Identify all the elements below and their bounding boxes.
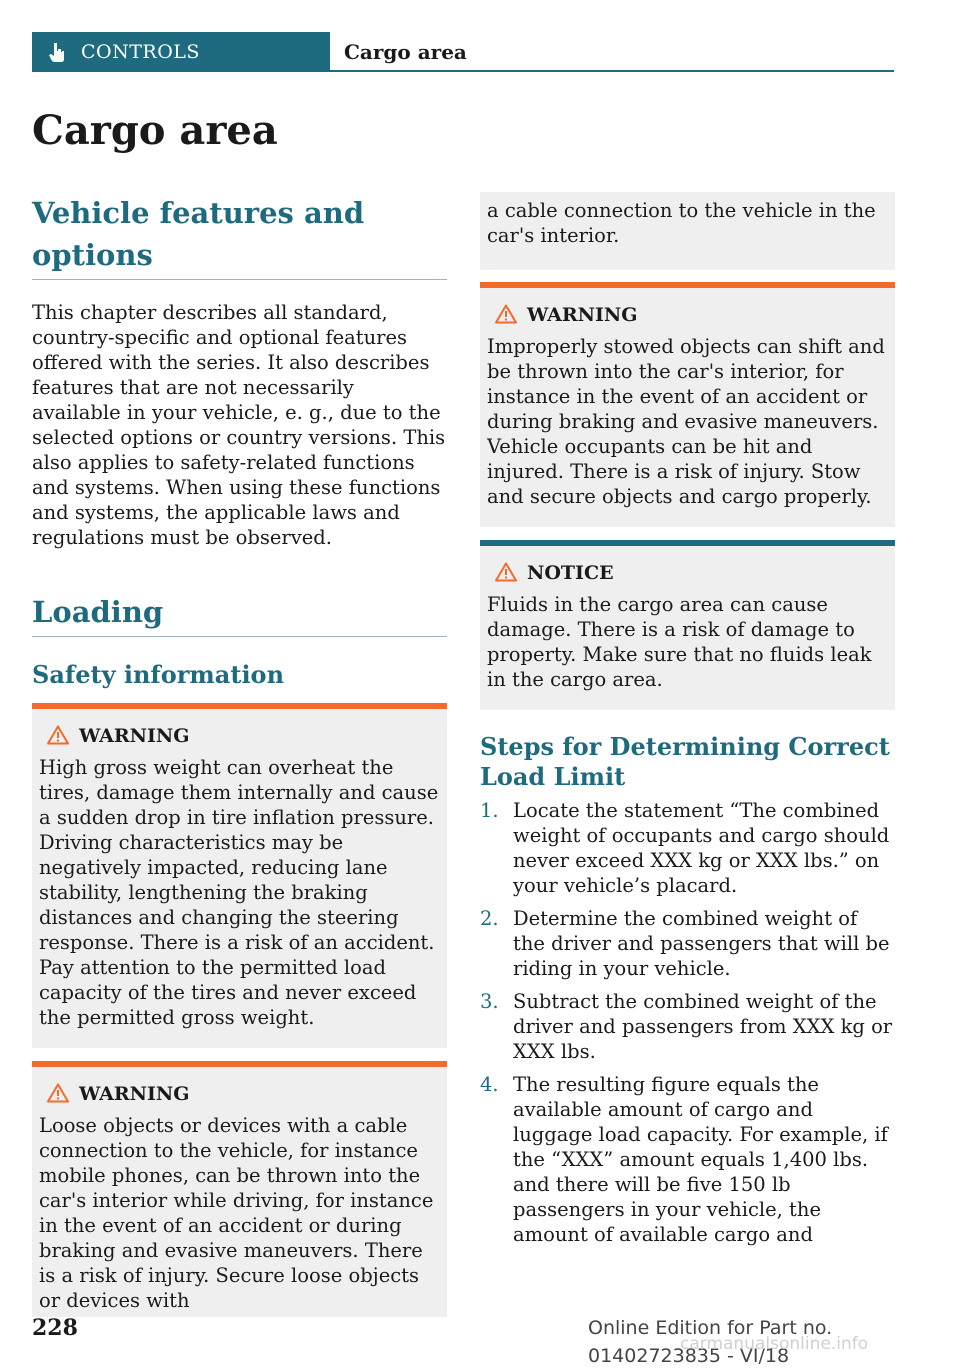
notice-box [480, 540, 895, 710]
page-title: Cargo area [32, 107, 278, 154]
heading-rule [32, 636, 447, 637]
header-rule [330, 70, 894, 72]
warning-continued-text: a cable connection to the vehicle in the car's interior. [487, 199, 876, 247]
notice-text: Fluids in the cargo area can cause damage. There is a risk of damage to property. Make sure that no fluids leak in the cargo area. [487, 593, 872, 691]
steps-heading: Steps for Determining Correct Load Limit [480, 732, 890, 791]
warning-triangle-icon [47, 1083, 69, 1103]
left-column [32, 192, 447, 1317]
warning-triangle-icon [495, 304, 517, 324]
notice-label: NOTICE [527, 562, 614, 584]
vehicle-features-text: This chapter describes all standard, country-specific and optional features offered with the series. It also describes features that are not necessarily available in your vehicle, e. g., due to the selected options or country versions. This also applies to safety-related functions and systems. When using these functions and systems, the applicable laws and regulations must be observed. [32, 301, 446, 549]
step-text: Determine the combined weight of the driver and passengers that will be riding in your vehicle. [513, 907, 890, 980]
warning-text: Improperly stowed objects can shift and be thrown into the car's interior, for instance in the event of an accident or during braking and evasive maneuvers. Vehicle occupants can be hit and injured. There is a risk of injury. Stow and secure objects and cargo properly. [487, 335, 885, 508]
warning-header [487, 304, 888, 330]
step-number: 4. [480, 1073, 499, 1096]
step-number: 1. [480, 799, 499, 822]
vehicle-features-heading: Vehicle features and options [32, 196, 365, 272]
warning-header [39, 725, 440, 751]
header-page-title: Cargo area [344, 40, 467, 64]
heading-rule [32, 279, 447, 280]
running-header [32, 32, 894, 72]
list-item [480, 906, 895, 981]
header-section-label: CONTROLS [81, 41, 200, 63]
warning-triangle-icon [47, 725, 69, 745]
warning-box [480, 282, 895, 527]
warning-box-continued [480, 192, 895, 270]
safety-information-heading: Safety information [32, 660, 285, 689]
section-tab [32, 32, 330, 72]
warning-label: WARNING [79, 1083, 190, 1105]
list-item [480, 1072, 895, 1247]
hand-pointer-icon [46, 41, 68, 63]
step-text: Subtract the combined weight of the driver and passengers from XXX kg or XXX lbs. [513, 990, 893, 1063]
loading-heading: Loading [32, 595, 164, 629]
step-text: Locate the statement “The combined weight of occupants and cargo should never exceed XXX kg or XXX lbs.” on your vehicle’s placard. [513, 799, 890, 897]
warning-text: High gross weight can overheat the tires, damage them internally and cause a sudden drop in tire inflation pressure. Driving characteristics may be negatively impacted, reducing lane stability, lengthening the braking distances and changing the steering response. There is a risk of an accident. Pay attention to the permitted load capacity of the tires and never exceed the permitted gross weight. [39, 756, 439, 1029]
warning-label: WARNING [527, 304, 638, 326]
edition-footer: Online Edition for Part no. 01402723835 - VI/18 [588, 1317, 833, 1367]
step-number: 3. [480, 990, 499, 1013]
warning-header [39, 1083, 440, 1109]
warning-text: Loose objects or devices with a cable connection to the vehicle, for instance mobile phones, can be thrown into the car's interior while driving, for instance in the event of an accident or during braking and evasive maneuvers. There is a risk of injury. Secure loose objects or devices with [39, 1114, 434, 1312]
steps-list [480, 798, 895, 1247]
list-item [480, 989, 895, 1064]
page-number: 228 [32, 1315, 78, 1341]
notice-triangle-icon [495, 562, 517, 582]
right-column [480, 192, 895, 1255]
warning-label: WARNING [79, 725, 190, 747]
list-item [480, 798, 895, 898]
notice-header [487, 562, 888, 588]
step-text: The resulting figure equals the available amount of cargo and luggage load capacity. For example, if the “XXX” amount equals 1,400 lbs. and there will be five 150 lb passengers in your vehicle, the amount of available cargo and [513, 1073, 888, 1246]
warning-box [32, 1061, 447, 1317]
step-number: 2. [480, 907, 499, 930]
watermark: carmanualsonline.info [680, 1334, 869, 1354]
warning-box [32, 703, 447, 1048]
